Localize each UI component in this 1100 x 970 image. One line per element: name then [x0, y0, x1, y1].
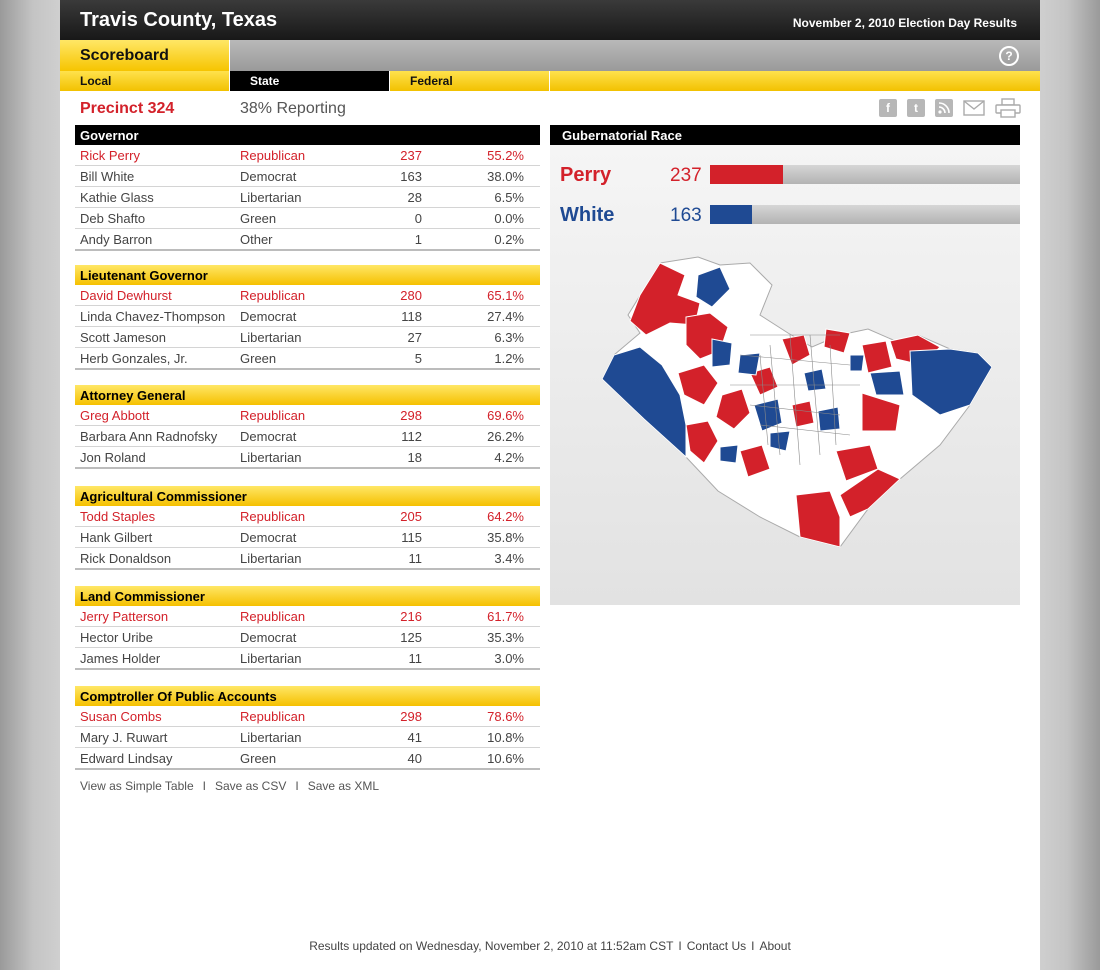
link-separator: I [202, 779, 206, 793]
table-row [75, 426, 540, 447]
table-row [75, 405, 540, 426]
candidate-votes: 0 [414, 211, 422, 226]
table-row [75, 348, 540, 370]
candidate-party: Democrat [240, 429, 297, 444]
candidate-votes: 28 [407, 190, 422, 205]
candidate-percent: 65.1% [487, 288, 524, 303]
candidate-name: Edward Lindsay [80, 751, 173, 766]
race-governor [75, 125, 540, 251]
race-comptroller [75, 686, 540, 770]
white-bar-track [710, 205, 1020, 224]
election-date: November 2, 2010 Election Day Results [792, 16, 1017, 30]
rss-icon[interactable] [935, 99, 953, 117]
table-row [75, 548, 540, 570]
table-row [75, 166, 540, 187]
race-title: Land Commissioner [75, 586, 540, 606]
candidate-percent: 27.4% [487, 309, 524, 324]
table-row [75, 187, 540, 208]
table-row [75, 285, 540, 306]
candidate-name: Kathie Glass [80, 190, 154, 205]
candidate-votes: 298 [400, 709, 422, 724]
blue-region [870, 371, 904, 395]
race-agricultural-commissioner [75, 486, 540, 570]
white-bar-row [550, 204, 1020, 226]
race-lieutenant-governor [75, 265, 540, 370]
candidate-party: Republican [240, 148, 306, 163]
county-title: Travis County, Texas [80, 9, 278, 31]
candidate-party: Green [240, 751, 277, 766]
candidate-votes: 27 [407, 330, 422, 345]
table-row [75, 327, 540, 348]
candidate-votes: 205 [400, 509, 422, 524]
precinct-title: Precinct 324 [80, 100, 175, 117]
candidate-name: Susan Combs [80, 709, 162, 724]
candidate-name: Herb Gonzales, Jr. [80, 351, 188, 366]
candidate-name: David Dewhurst [80, 288, 172, 303]
tab-state[interactable]: State [230, 71, 390, 91]
candidate-party: Libertarian [240, 651, 302, 666]
candidate-party: Libertarian [240, 551, 302, 566]
help-icon[interactable]: ? [999, 46, 1019, 66]
precinct-map [600, 255, 1000, 555]
candidate-party: Republican [240, 408, 306, 423]
candidate-name: Todd Staples [80, 509, 156, 524]
candidate-votes: 18 [407, 450, 422, 465]
candidate-percent: 3.0% [494, 651, 524, 666]
candidate-name: Greg Abbott [80, 408, 150, 423]
footer [60, 939, 1040, 953]
facebook-icon[interactable]: f [879, 99, 897, 117]
candidate-party: Libertarian [240, 190, 302, 205]
candidate-votes: 41 [407, 730, 422, 745]
candidate-percent: 1.2% [494, 351, 524, 366]
candidate-party: Green [240, 211, 277, 226]
save-csv-link[interactable]: Save as CSV [214, 779, 287, 793]
candidate-party: Democrat [240, 530, 297, 545]
export-links [80, 779, 379, 793]
candidate-party: Other [240, 232, 273, 247]
print-icon[interactable] [995, 99, 1021, 117]
footer-separator: I [751, 939, 755, 953]
candidate-percent: 55.2% [487, 148, 524, 163]
candidate-votes: 5 [414, 351, 422, 366]
view-simple-table-link[interactable]: View as Simple Table [80, 779, 194, 793]
candidate-name: Andy Barron [80, 232, 153, 247]
updated-text: Results updated on Wednesday, November 2, 2010 at 11:52am CST [309, 939, 674, 953]
candidate-votes: 118 [401, 309, 422, 324]
blue-region [804, 369, 826, 391]
candidate-name: Jon Roland [80, 450, 146, 465]
tab-local[interactable]: Local [60, 71, 230, 91]
blue-region [712, 339, 732, 367]
table-row [75, 527, 540, 548]
candidate-name: Bill White [80, 169, 135, 184]
contact-link[interactable]: Contact Us [686, 939, 747, 953]
table-row [75, 648, 540, 670]
red-region [862, 341, 892, 373]
candidate-percent: 3.4% [494, 551, 524, 566]
blue-region [850, 355, 864, 371]
twitter-icon[interactable]: t [907, 99, 925, 117]
candidate-votes: 40 [407, 751, 422, 766]
white-votes: 163 [670, 205, 702, 226]
race-title: Agricultural Commissioner [75, 486, 540, 506]
about-link[interactable]: About [759, 939, 791, 953]
table-row [75, 208, 540, 229]
candidate-party: Libertarian [240, 330, 302, 345]
panel-title: Gubernatorial Race [550, 125, 1020, 145]
candidate-votes: 237 [400, 148, 422, 163]
candidate-name: Mary J. Ruwart [80, 730, 168, 745]
share-toolbar [879, 99, 1021, 117]
candidate-votes: 11 [408, 551, 422, 566]
candidate-party: Democrat [240, 630, 297, 645]
table-row [75, 506, 540, 527]
tab-bar [60, 71, 1040, 91]
candidate-percent: 78.6% [487, 709, 524, 724]
candidate-percent: 10.8% [487, 730, 524, 745]
candidate-percent: 0.0% [494, 211, 524, 226]
candidate-name: Scott Jameson [80, 330, 166, 345]
perry-bar-fill [710, 165, 783, 184]
table-row [75, 748, 540, 770]
candidate-percent: 38.0% [487, 169, 524, 184]
candidate-party: Green [240, 351, 277, 366]
candidate-percent: 61.7% [487, 609, 524, 624]
candidate-percent: 6.3% [494, 330, 524, 345]
red-region [796, 491, 840, 547]
perry-votes: 237 [670, 165, 702, 186]
email-icon[interactable] [963, 99, 985, 117]
candidate-name: James Holder [80, 651, 161, 666]
candidate-percent: 64.2% [487, 509, 524, 524]
table-row [75, 145, 540, 166]
race-title: Governor [75, 125, 540, 145]
page [60, 0, 1040, 970]
blue-region [770, 431, 790, 451]
candidate-percent: 69.6% [487, 408, 524, 423]
candidate-percent: 35.8% [487, 530, 524, 545]
candidate-votes: 298 [400, 408, 422, 423]
candidate-name: Barbara Ann Radnofsky [80, 429, 218, 444]
white-bar-fill [710, 205, 752, 224]
candidate-name: Hector Uribe [80, 630, 153, 645]
scoreboard-label: Scoreboard [60, 40, 230, 71]
race-title: Attorney General [75, 385, 540, 405]
table-row [75, 606, 540, 627]
gubernatorial-panel [550, 125, 1020, 605]
blue-region [720, 445, 738, 463]
link-separator: I [295, 779, 299, 793]
candidate-percent: 4.2% [494, 450, 524, 465]
candidate-name: Rick Donaldson [80, 551, 172, 566]
candidate-name: Hank Gilbert [80, 530, 153, 545]
candidate-name: Deb Shafto [80, 211, 146, 226]
reporting-status: 38% Reporting [240, 100, 346, 117]
candidate-votes: 125 [400, 630, 422, 645]
perry-name: Perry [560, 164, 612, 186]
table-row [75, 306, 540, 327]
candidate-name: Jerry Patterson [80, 609, 169, 624]
candidate-votes: 216 [400, 609, 422, 624]
candidate-party: Democrat [240, 169, 297, 184]
table-row [75, 706, 540, 727]
race-title: Lieutenant Governor [75, 265, 540, 285]
candidate-percent: 10.6% [487, 751, 524, 766]
candidate-name: Linda Chavez-Thompson [80, 309, 226, 324]
candidate-party: Republican [240, 609, 306, 624]
white-name: White [560, 204, 615, 226]
candidate-percent: 6.5% [494, 190, 524, 205]
candidate-votes: 280 [400, 288, 422, 303]
save-xml-link[interactable]: Save as XML [307, 779, 380, 793]
candidate-votes: 163 [400, 169, 422, 184]
table-row [75, 447, 540, 469]
candidate-party: Libertarian [240, 450, 302, 465]
candidate-percent: 35.3% [487, 630, 524, 645]
race-title: Comptroller Of Public Accounts [75, 686, 540, 706]
candidate-votes: 1 [414, 232, 422, 247]
candidate-party: Democrat [240, 309, 297, 324]
table-row [75, 727, 540, 748]
blue-region [818, 407, 840, 431]
perry-bar-track [710, 165, 1020, 184]
candidate-name: Rick Perry [80, 148, 140, 163]
race-attorney-general [75, 385, 540, 469]
candidate-party: Republican [240, 288, 306, 303]
table-row [75, 627, 540, 648]
candidate-votes: 112 [401, 429, 422, 444]
header-bar [60, 0, 1040, 40]
candidate-votes: 11 [408, 651, 422, 666]
race-land-commissioner [75, 586, 540, 670]
candidate-party: Libertarian [240, 730, 302, 745]
candidate-party: Republican [240, 509, 306, 524]
candidate-percent: 0.2% [494, 232, 524, 247]
table-row [75, 229, 540, 251]
perry-bar-row [550, 164, 1020, 186]
candidate-percent: 26.2% [487, 429, 524, 444]
candidate-votes: 115 [401, 530, 422, 545]
tab-federal[interactable]: Federal [390, 71, 550, 91]
footer-separator: I [678, 939, 682, 953]
candidate-party: Republican [240, 709, 306, 724]
